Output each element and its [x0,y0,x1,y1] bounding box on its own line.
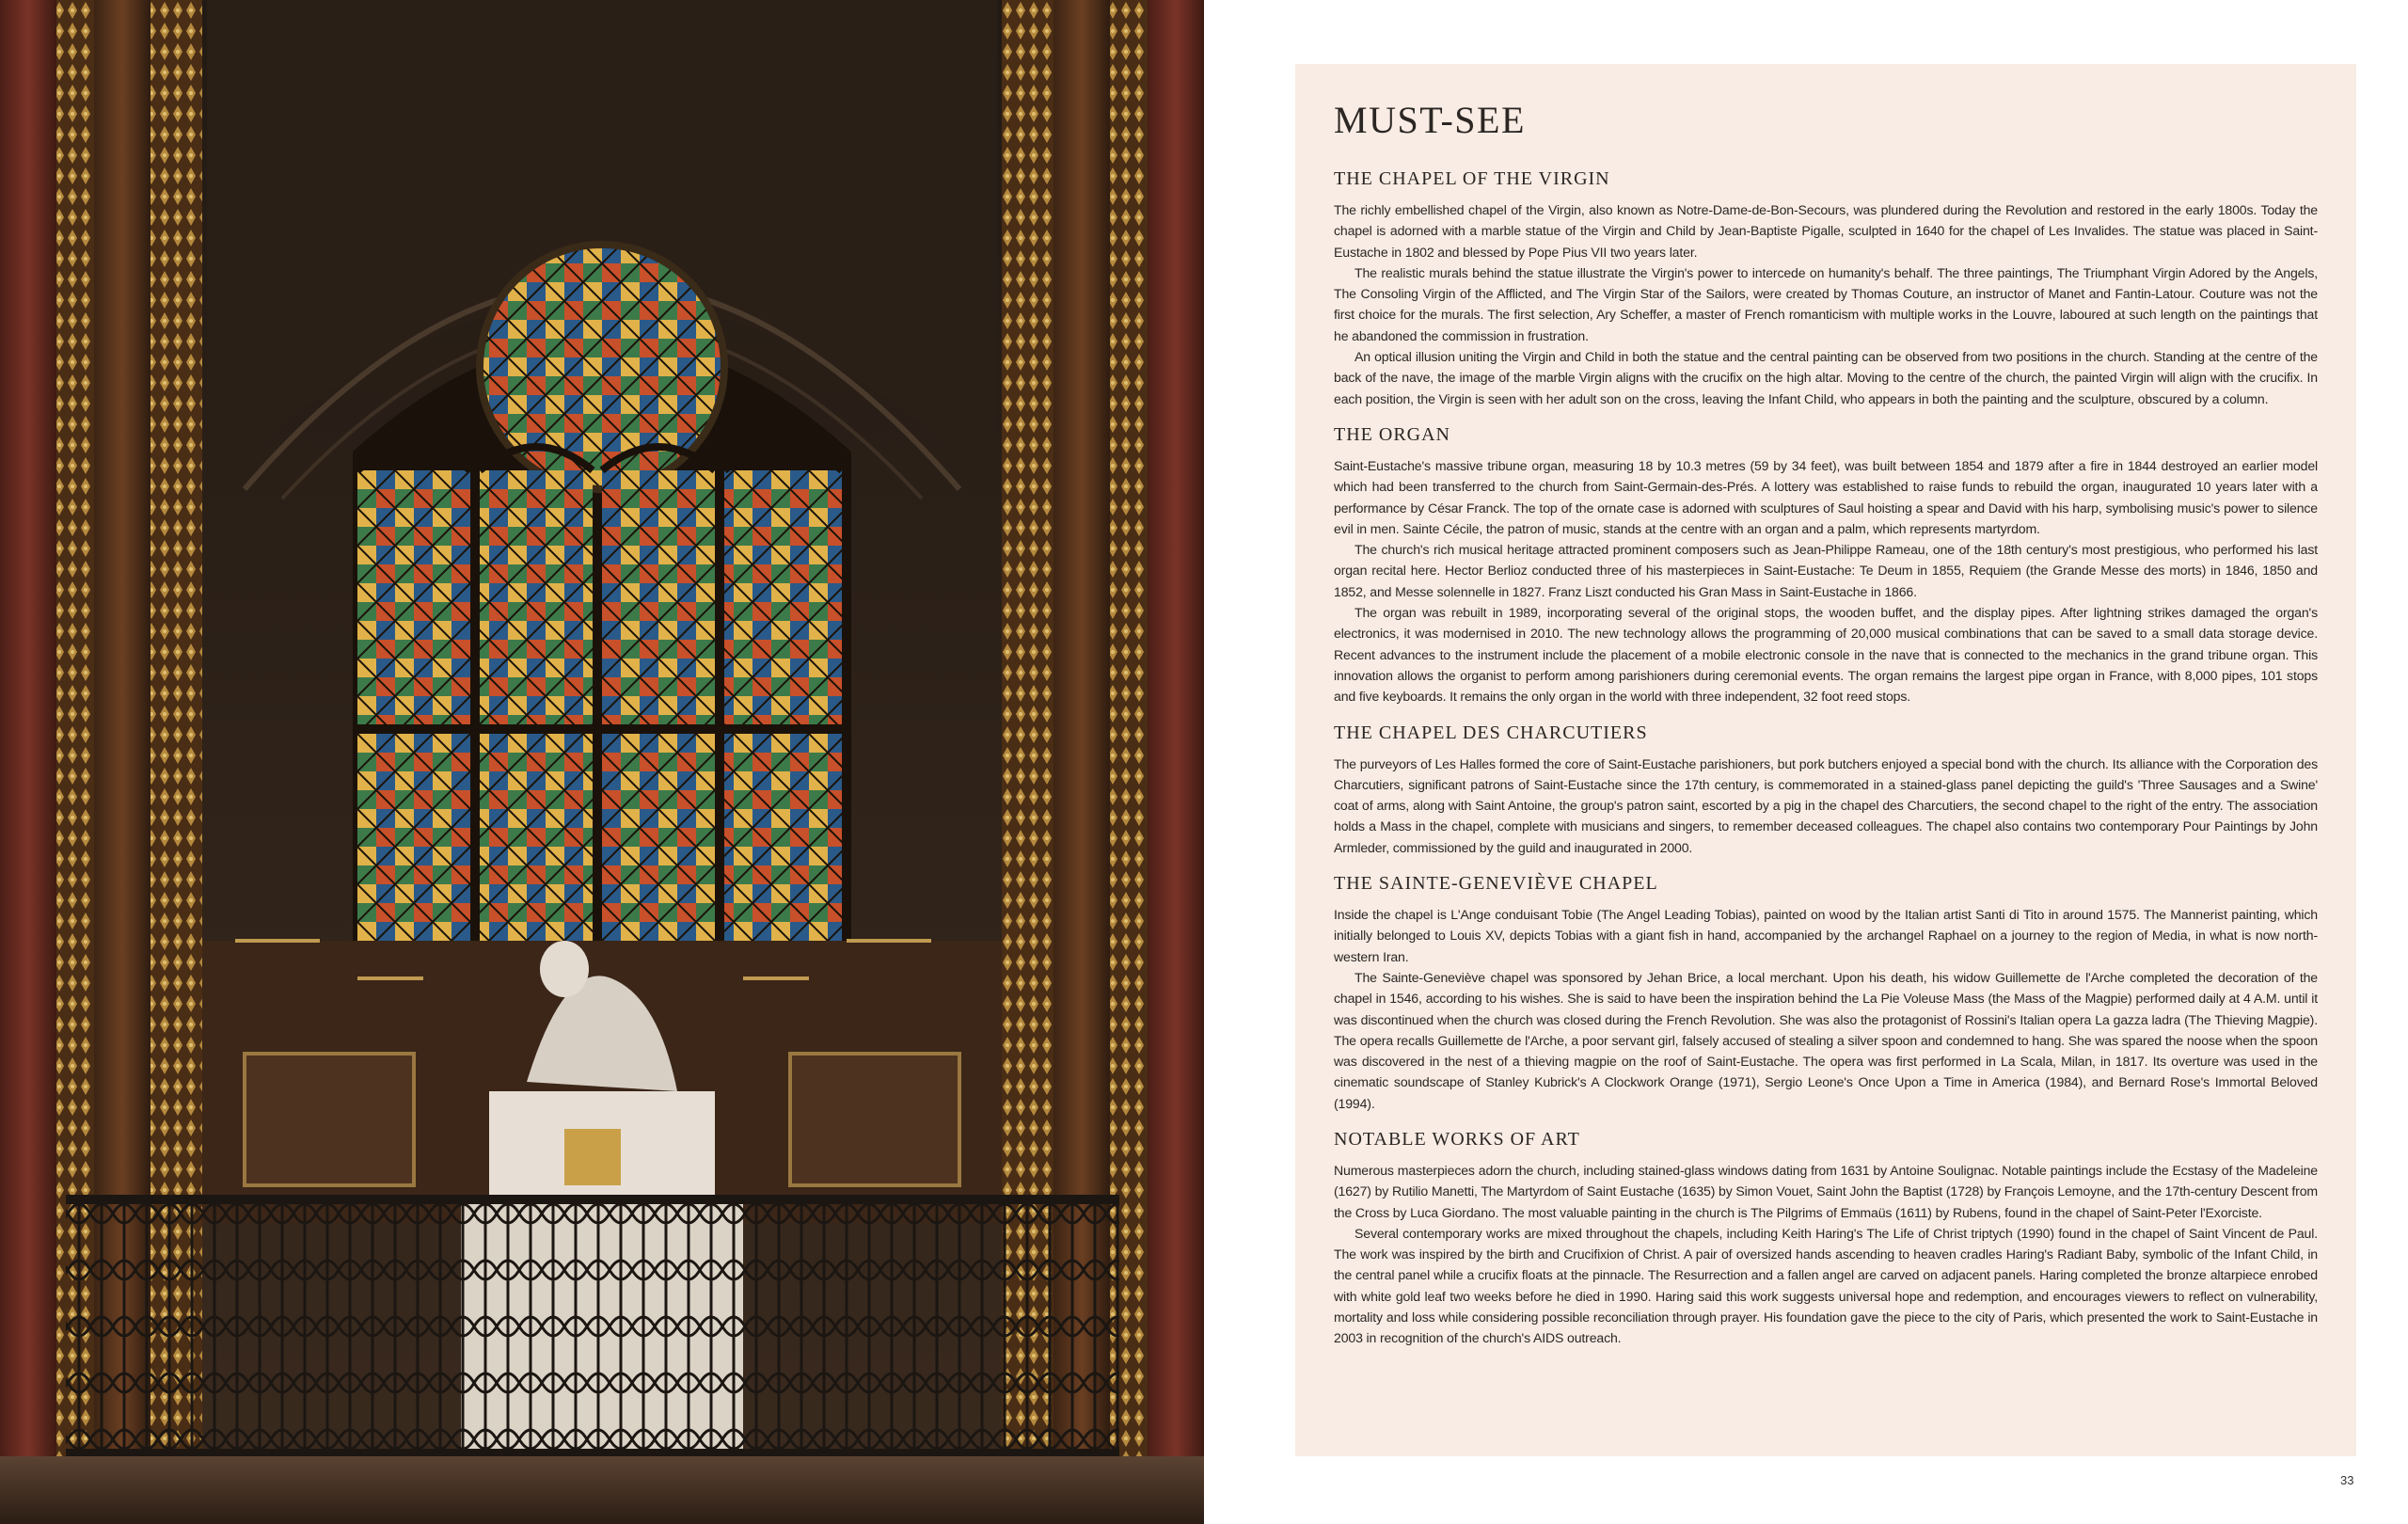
section-title: THE CHAPEL OF THE VIRGIN [1334,168,1610,189]
paragraph: Inside the chapel is L'Ange conduisant Tobie (The Angel Leading Tobias), painted on wood by the Italian artist Santi di Tito in around 1575. The Mannerist painting, which initially belonged to Louis XV, depicts Tobias with a giant fish in hand, accompanied by the archangel Raphael on a journey to the region of Media, in what is now north-western Iran. [1334,907,2318,964]
paragraph: The church's rich musical heritage attracted prominent composers such as Jean-Philippe Rameau, one of the 18th century's most prestigious, who performed his last organ recital here. Hector Berlioz conducted three of his masterpieces in Saint-Eustache: Te Deum in 1855, Requiem (the Grande Messe des morts) in 1846, 1850 and 1852, and Messe solennelle in 1827. Franz Liszt conducted his Gran Mass in Saint-Eustache in 1866. [1334,542,2318,599]
section-title: THE CHAPEL DES CHARCUTIERS [1334,722,1648,743]
paragraph: An optical illusion uniting the Virgin and Child in both the statue and the central painting can be observed from two positions in the church. Standing at the centre of the back of the nave, the image of the marble Virgin aligns with the crucifix on the high altar. Moving to the centre of the church, the painted Virgin will align with the crucifix. In each position, the Virgin is seen with her adult son on the cross, leaving the Infant Child, who appears in both the painting and the sculpture, obscured by a column. [1334,349,2318,406]
page-title: MUST-SEE [1334,99,1526,141]
paragraph: Numerous masterpieces adorn the church, including stained-glass windows dating from 1631 by Antoine Soulignac. Notable paintings include the Ecstasy of the Madeleine (1627) by Rutilio Manetti, The Martyrdom of Saint Eustache (1635) by Simon Vouet, Saint John the Baptist (1728) by François Lemoyne, and the 17th-century Descent from the Cross by Luca Giordano. The most valuable painting in the church is The Pilgrims of Emmaüs (1611) by Rubens, found in the chapel of Saint-Peter l'Exorciste. [1334,1162,2318,1220]
paragraph: The richly embellished chapel of the Virgin, also known as Notre-Dame-de-Bon-Secours, was plundered during the Revolution and restored in the early 1800s. Today the chapel is adorned with a marble statue of the Virgin and Child by Jean-Baptiste Pigalle, sculpted in 1640 for the chapel of Les Invalides. The statue was placed in Saint-Eustache in 1802 and blessed by Pope Pius VII two years later. [1334,202,2318,260]
text-page [1204,0,2408,1524]
paragraph: The realistic murals behind the statue illustrate the Virgin's power to intercede on humanity's behalf. The three paintings, The Triumphant Virgin Adored by the Angels, The Consoling Virgin of the Afflicted, and The Virgin Star of the Sailors, were created by Thomas Couture, an instructor of Manet and Fantin-Latour. Couture was not the first choice for the murals. The first selection, Ary Scheffer, a master of French romanticism with multiple works in the Louvre, laboured at such length on the paintings that he abandoned the commission in frustration. [1334,264,2318,343]
section-chapel-des-charcutiers [1334,722,2318,858]
section-sainte-genevieve-chapel [1334,873,2318,1114]
section-chapel-of-the-virgin [1334,168,2318,409]
section-title: NOTABLE WORKS OF ART [1334,1128,1580,1150]
must-see-panel [1295,64,2356,1456]
section-title: THE ORGAN [1334,423,1450,445]
paragraph: Saint-Eustache's massive tribune organ, measuring 18 by 10.3 metres (59 by 34 feet), was built between 1854 and 1879 after a fire in 1844 destroyed an earlier model which had been transferred to the church from Saint-Germain-des-Prés. A lottery was established to raise funds to rebuild the organ, inaugurated 10 years later with a performance by César Franck. The top of the ornate case is adorned with sculptures of Saul hoisting a spear and David with his harp, symbolising music's power to silence evil in men. Sainte Cécile, the patron of music, stands at the centre with an organ and a palm, which represents martyrdom. [1334,457,2318,536]
section-notable-works-of-art [1334,1129,2318,1349]
paragraph: The Sainte-Geneviève chapel was sponsored by Jehan Brice, a local merchant. Upon his death, his widow Guillemette de l'Arche completed the decoration of the chapel in 1546, according to his wishes. She is said to have been the inspiration behind the La Pie Voleuse Mass (the Mass of the Magpie) performed daily at 4 A.M. until it was discontinued when the church was closed during the French Revolution. She was also the protagonist of Rossini's Italian opera La gazza ladra (The Thieving Magpie). The opera recalls Guillemette de l'Arche, a poor servant girl, falsely accused of stealing a silver spoon and condemned to hang. She was spared the noose when the spoon was discovered in the nest of a thieving magpie on the roof of Saint-Eustache. The opera was first performed in La Scala, Milan, in 1817. Its overture was used in the cinematic soundscape of Stanley Kubrick's A Clockwork Orange (1971), Sergio Leone's Once Upon a Time in America (1984), and Bernard Rose's Immortal Beloved (1994). [1334,969,2318,1111]
paragraph: The organ was rebuilt in 1989, incorporating several of the original stops, the wooden buffet, and the display pipes. After lightning strikes damaged the organ's electronics, it was modernised in 2010. The new technology allows the programming of 20,000 musical combinations that can be saved to a small data storage device. Recent advances to the instrument include the placement of a mobile electronic console in the nave that is connected to the mechanics in the grand tribune organ. This innovation allows the organist to perform among parishioners during ceremonial events. The organ remains the largest pipe organ in France, with 8,000 pipes, 101 stops and five keyboards. It remains the only organ in the world with three independent, 32 foot reed stops. [1334,605,2318,705]
paragraph: The purveyors of Les Halles formed the core of Saint-Eustache parishioners, but pork butchers enjoyed a special bond with the church. Its alliance with the Corporation des Charcutiers, significant patrons of Saint-Eustache since the 17th century, is commemorated in a stained-glass panel depicting the guild's 'Three Sausages and a Swine' coat of arms, along with Saint Antoine, the group's patron saint, escorted by a pig in the chapel des Charcutiers, the second chapel to the right of the entry. The association holds a Mass in the chapel, complete with musicians and singers, to remember deceased colleagues. The chapel also contains two contemporary Pour Paintings by John Armleder, commissioned by the guild and inaugurated in 2000. [1334,755,2318,855]
section-title: THE SAINTE-GENEVIÈVE CHAPEL [1334,873,1658,895]
section-organ [1334,424,2318,707]
page-number: 33 [2340,1473,2354,1487]
paragraph: Several contemporary works are mixed throughout the chapels, including Keith Haring's The Life of Christ triptych (1990) found in the chapel of Saint Vincent de Paul. The work was inspired by the birth and Crucifixion of Christ. A pair of oversized hands ascending to heaven cradles Haring's Radiant Baby, symbolic of the Infant Child, in the central panel while a crucifix floats at the pinnacle. The Resurrection and a fallen angel are carved on adjacent panels. Haring completed the bronze altarpiece enrobed with white gold leaf two weeks before he died in 1990. Haring said this work suggests universal hope and redemption, and encourages viewers to reflect on vulnerability, mortality and loss while considering possible reconciliation through prayer. His foundation gave the piece to the city of Paris, which presented the work to Saint-Eustache in 2003 in recognition of the church's AIDS outreach. [1334,1225,2318,1346]
